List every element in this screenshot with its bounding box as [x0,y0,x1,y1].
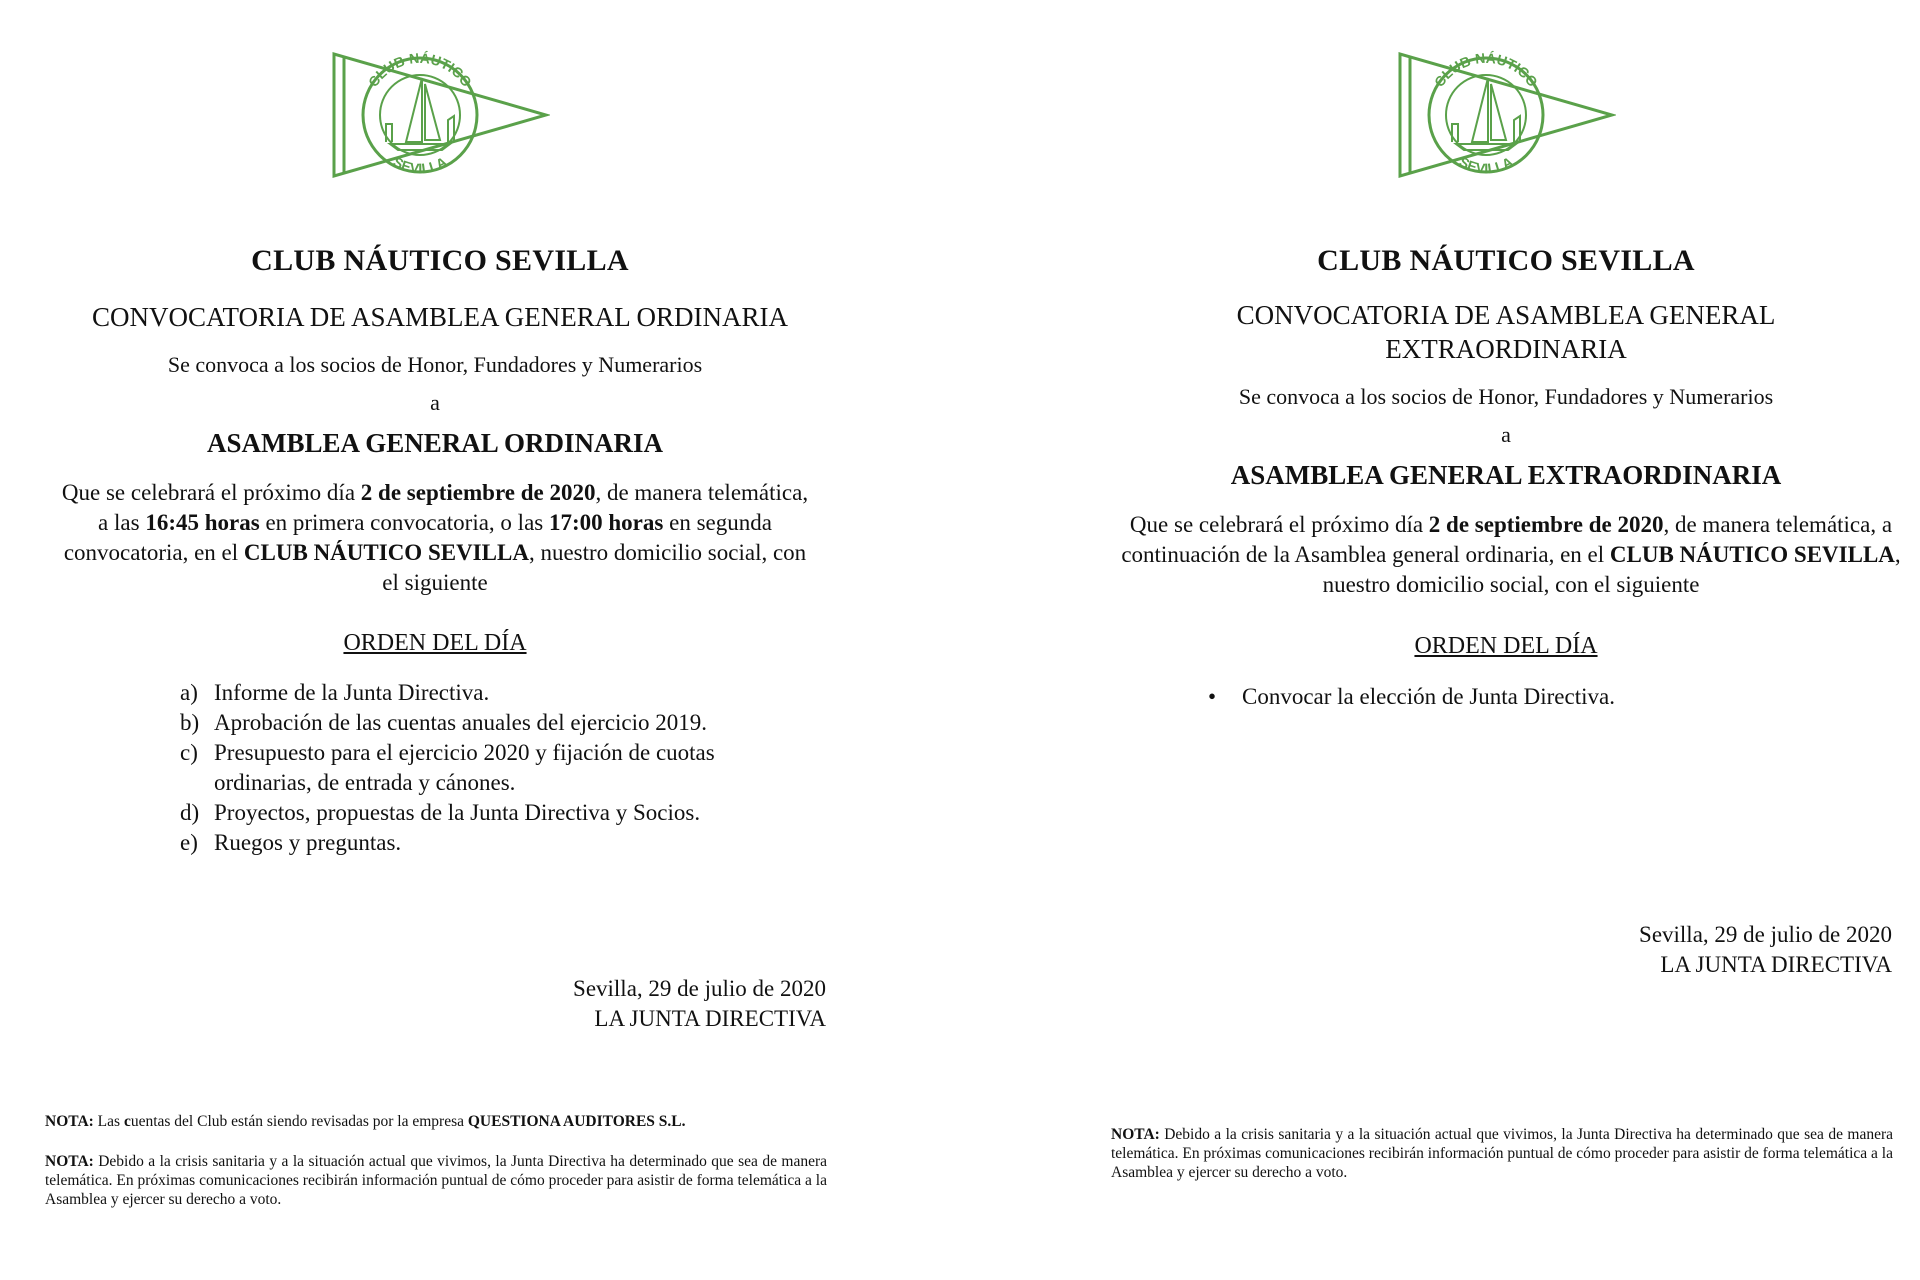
logo-bottom-text: SEVILLA [390,153,450,177]
body-text: , nuestro domicilio social, con el siguiente [1322,542,1901,597]
orden-del-dia-title: ORDEN DEL DÍA [343,630,527,656]
convocatoria-title [1066,298,1920,366]
agenda-item-text: Ruegos y preguntas. [214,830,402,855]
body-text: , de manera telemática, a las [98,480,809,535]
nota-label: NOTA: [1111,1126,1160,1143]
assembly-title: ASAMBLEA GENERAL ORDINARIA [206,428,664,458]
convocatoria-line: CONVOCATORIA DE ASAMBLEA GENERAL [1236,300,1776,330]
body-text: en segunda convocatoria, en el [63,510,772,565]
body-text: , de manera telemática, a continuación de la Asamblea general ordinaria, en el [1121,512,1893,567]
logo-top-text: CLUB NÁUTICO [1430,50,1542,90]
nota-label: NOTA: [45,1113,94,1130]
agenda-item-mark: e) [180,830,198,855]
assembly-description [55,478,815,598]
nota-text: c [123,1113,131,1130]
agenda-item-text: Aprobación de las cuentas anuales del ejercicio 2019. [214,710,708,735]
body-text: Que se celebrará el próximo día [1129,512,1429,537]
second-call-time: 17:00 horas [548,510,664,535]
agenda-list [1208,682,1848,712]
club-name: CLUB NÁUTICO SEVILLA [1609,542,1895,567]
agenda-item-text: Presupuesto para el ejercicio 2020 y fijación de cuotas ordinarias, de entrada y cánones. [214,740,715,795]
nota-text: Debido a la crisis sanitaria y a la situación actual que vivimos, la Junta Directiva ha determinado que sea de manera telemática. En próximas comunicaciones recibirán información puntual de cómo proceder para asistir de forma telemática a la Asamblea y ejercer su derecho a voto. [1111,1126,1893,1181]
logo-bottom-text: SEVILLA [1456,153,1516,177]
extraordinary-assembly-notice [1066,0,1920,1280]
nota-label: NOTA: [45,1153,94,1170]
convoca-line: Se convoca a los socios de Honor, Fundadores y Numerarios [1238,384,1774,409]
signature-block [420,974,826,1034]
a-line: a [1501,422,1511,447]
agenda-item-mark: a) [180,680,198,705]
convoca-line: Se convoca a los socios de Honor, Fundadores y Numerarios [167,352,703,377]
club-pennant-logo-icon [330,50,550,180]
agenda-item-text: Proyectos, propuestas de la Junta Directiva y Socios. [214,800,701,825]
a-line: a [430,390,440,415]
agenda-item-mark: d) [180,800,200,825]
nota-telematica [1111,1125,1893,1182]
body-text: Que se celebrará el próximo día [61,480,361,505]
signature-place-date: Sevilla, 29 de julio de 2020 [1639,922,1892,947]
agenda-item [1208,682,1848,712]
convocatoria-title: CONVOCATORIA DE ASAMBLEA GENERAL ORDINARIA [91,302,789,332]
agenda-item-mark: • [1208,684,1217,709]
club-name: CLUB NÁUTICO SEVILLA [243,540,529,565]
signature-block [1486,920,1892,980]
first-call-time: 16:45 horas [145,510,260,535]
agenda-item-text: Informe de la Junta Directiva. [214,680,490,705]
logo-top-text: CLUB NÁUTICO [364,50,476,90]
agenda-item-mark: b) [180,710,200,735]
agenda-item [180,738,800,798]
body-text: , nuestro domicilio social, con el siguiente [382,540,807,595]
club-pennant-logo-icon [1396,50,1616,180]
body-text: en primera convocatoria, o las [259,510,549,535]
agenda-item [180,798,800,828]
signature-place-date: Sevilla, 29 de julio de 2020 [573,976,826,1001]
auditor-company: QUESTIONA AUDITORES S.L. [467,1113,686,1130]
nota-text: Las [93,1113,124,1130]
assembly-title: ASAMBLEA GENERAL EXTRAORDINARIA [1230,460,1782,490]
club-title: CLUB NÁUTICO SEVILLA [1317,244,1695,277]
agenda-item-text: Convocar la elección de Junta Directiva. [1242,684,1615,709]
assembly-date: 2 de septiembre de 2020 [1428,512,1664,537]
agenda-item [180,828,800,858]
convocatoria-line: EXTRAORDINARIA [1385,334,1627,364]
agenda-item [180,708,800,738]
club-title: CLUB NÁUTICO SEVILLA [251,244,629,277]
agenda-item [180,678,800,708]
nota-text: uentas del Club están siendo revisadas por la empresa [130,1113,468,1130]
signature-signer: LA JUNTA DIRECTIVA [1660,952,1892,977]
nota-auditores [45,1112,827,1131]
assembly-description [1116,510,1906,600]
agenda-list [180,678,800,858]
agenda-item-mark: c) [180,740,198,765]
nota-text: Debido a la crisis sanitaria y a la situación actual que vivimos, la Junta Directiva ha determinado que sea de manera telemática. En próximas comunicaciones recibirán información puntual de cómo proceder para asistir de forma telemática a la Asamblea y ejercer su derecho a voto. [45,1153,827,1208]
signature-signer: LA JUNTA DIRECTIVA [594,1006,826,1031]
orden-del-dia-title: ORDEN DEL DÍA [1414,633,1598,659]
assembly-date: 2 de septiembre de 2020 [360,480,596,505]
nota-telematica [45,1152,827,1209]
